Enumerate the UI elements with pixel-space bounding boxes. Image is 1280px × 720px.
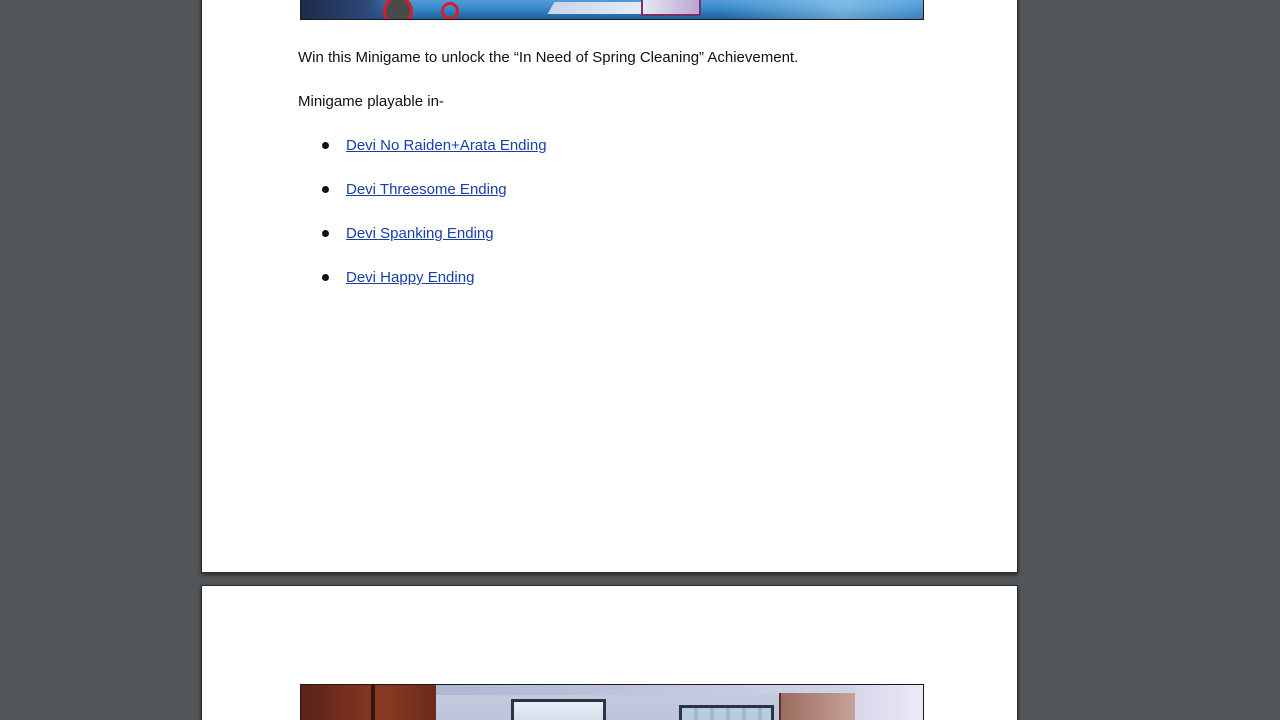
document-page <box>201 0 1018 573</box>
playable-in-label: Minigame playable in- <box>298 93 444 110</box>
document-page <box>201 585 1018 720</box>
ending-link-threesome[interactable]: Devi Threesome Ending <box>346 181 507 198</box>
bullet-icon <box>322 274 329 281</box>
bullet-icon <box>322 230 329 237</box>
ending-link-list <box>298 137 547 313</box>
game-screenshot-image <box>300 0 924 20</box>
list-item <box>298 181 547 199</box>
room-scene-image <box>300 684 924 720</box>
bullet-icon <box>322 186 329 193</box>
achievement-paragraph: Win this Minigame to unlock the “In Need of Spring Cleaning” Achievement. <box>298 49 799 66</box>
bullet-icon <box>322 142 329 149</box>
list-item <box>298 225 547 243</box>
ending-link-raiden-arata[interactable]: Devi No Raiden+Arata Ending <box>346 137 547 154</box>
ending-link-spanking[interactable]: Devi Spanking Ending <box>346 225 494 242</box>
list-item <box>298 269 547 287</box>
list-item <box>298 137 547 155</box>
ending-link-happy[interactable]: Devi Happy Ending <box>346 269 475 286</box>
